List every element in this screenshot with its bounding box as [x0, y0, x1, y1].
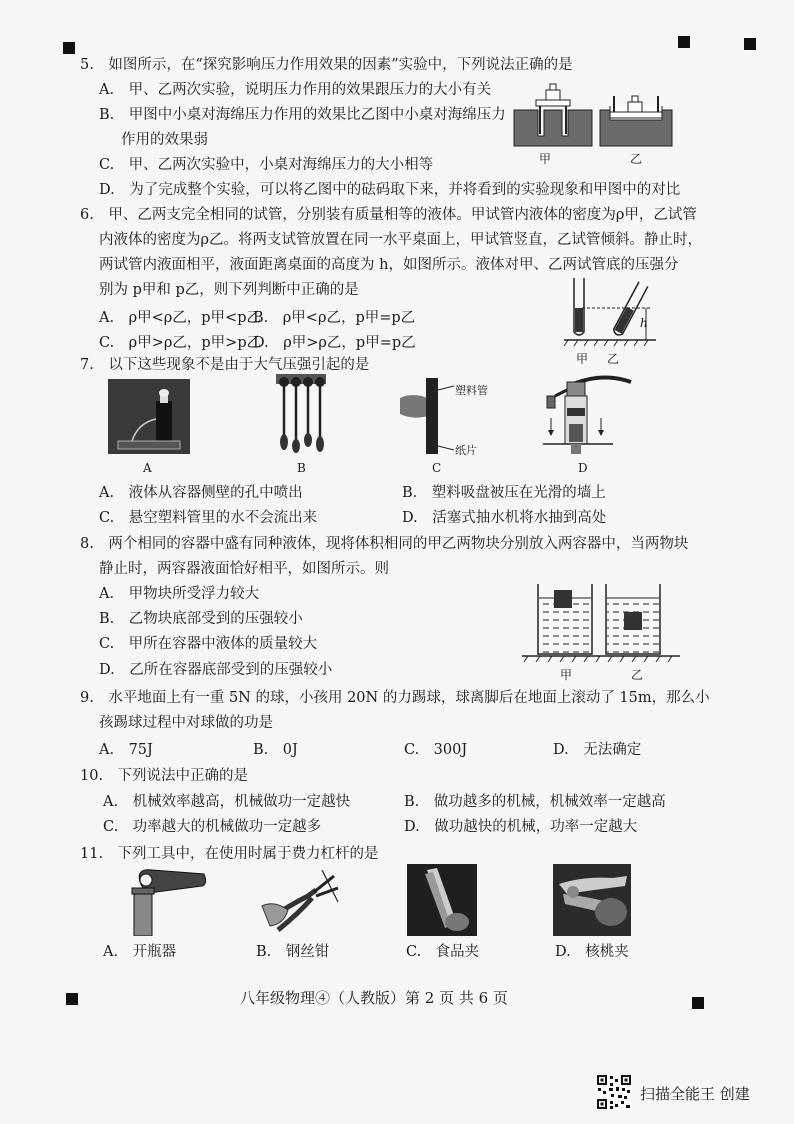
q11-option-c: C. 食品夹 [406, 944, 480, 960]
q6-figure-label-a: 甲 [576, 352, 589, 366]
q6-stem-line3: 两试管内液面相平，液面距离桌面的高度为 h，如图所示。液体对甲、乙两试管底的压强分 [99, 257, 679, 273]
q6-figure-label-h: h [640, 316, 648, 330]
q10-option-d: D. 做功越快的机械，功率一定越大 [404, 819, 638, 835]
q5-figure-label-b: 乙 [630, 152, 643, 166]
scanner-watermark-text: 扫描全能王 创建 [640, 1085, 750, 1103]
qr-code-icon [596, 1074, 632, 1110]
q8-option-c: C. 甲所在容器中液体的质量较大 [99, 636, 318, 652]
q7-option-c: C. 悬空塑料管里的水不会流出来 [99, 510, 318, 526]
q6-stem-line4: 别为 p甲和 p乙，则下列判断中正确的是 [99, 282, 359, 298]
q7-figure-label-a: A [143, 461, 152, 475]
q11-nutcracker-image [553, 864, 631, 936]
q5-option-c: C. 甲、乙两次实验中，小桌对海绵压力的大小相等 [99, 157, 434, 173]
q10-option-c: C. 功率越大的机械做功一定越多 [103, 819, 322, 835]
q10-option-b: B. 做功越多的机械，机械效率一定越高 [404, 794, 666, 810]
q5-figure-label-a: 甲 [539, 152, 552, 166]
q8-figure-label-b: 乙 [631, 668, 644, 682]
q8-option-d: D. 乙所在容器底部受到的压强较小 [99, 662, 333, 678]
q7-figure-label-d: D [578, 461, 588, 475]
q7-option-d: D. 活塞式抽水机将水抽到高处 [402, 510, 607, 526]
q9-option-d: D. 无法确定 [553, 742, 642, 758]
q6-stem-line2: 内液体的密度为ρ乙。将两支试管放置在同一水平桌面上，甲试管竖直，乙试管倾斜。静止时， [99, 232, 703, 248]
q7-option-a: A. 液体从容器侧壁的孔中喷出 [99, 485, 303, 501]
q6-stem-line1: 6. 甲、乙两支完全相同的试管，分别装有质量相等的液体。甲试管内液体的密度为ρ甲，乙试管 [80, 207, 697, 223]
q5-option-a: A. 甲、乙两次实验，说明压力作用的效果跟压力的大小有关 [99, 82, 492, 98]
page-footer: 八年级物理④（人教版）第 2 页 共 6 页 [240, 989, 508, 1007]
q8-stem-line1: 8. 两个相同的容器中盛有同种液体，现将体积相同的甲乙两物块分别放入两容器中，当两物块 [80, 536, 689, 552]
q6-option-d: D. ρ甲>ρ乙，p甲=p乙 [253, 335, 416, 351]
q7-figure-c-plastic-tube [398, 376, 458, 456]
q8-stem-line2: 静止时，两容器液面恰好相平，如图所示。则 [99, 561, 389, 577]
q11-option-d: D. 核桃夹 [555, 944, 629, 960]
q6-option-b: B. ρ甲<ρ乙，p甲=p乙 [253, 310, 416, 326]
registration-mark [63, 42, 75, 54]
q8-option-a: A. 甲物块所受浮力较大 [99, 586, 260, 602]
q6-option-a: A. ρ甲<ρ乙，p甲<p乙 [99, 310, 261, 326]
q7-paper-label: 纸片 [455, 444, 477, 457]
q7-figure-d-water-pump [543, 372, 633, 456]
q5-option-b: B. 甲图中小桌对海绵压力作用的效果比乙图中小桌对海绵压力 [99, 107, 506, 123]
q6-test-tube-figure [560, 276, 670, 352]
q11-option-a: A. 开瓶器 [103, 944, 177, 960]
q7-option-b: B. 塑料吸盘被压在光滑的墙上 [402, 485, 606, 501]
q7-figure-label-b: B [297, 461, 306, 475]
q5-option-d: D. 为了完成整个实验，可以将乙图中的砝码取下来，并将看到的实验现象和甲图中的对比 [99, 182, 681, 198]
q5-stem: 5. 如图所示，在“探究影响压力作用效果的因素”实验中，下列说法正确的是 [80, 57, 573, 73]
q10-option-a: A. 机械效率越高，机械做功一定越快 [103, 794, 351, 810]
q8-option-b: B. 乙物块底部受到的压强较小 [99, 611, 303, 627]
q10-stem: 10. 下列说法中正确的是 [80, 768, 249, 784]
q7-figure-label-c: C [432, 461, 442, 475]
registration-mark [678, 36, 690, 48]
q5-sponge-figure [512, 82, 680, 166]
q7-figure-a-container-photo [108, 379, 190, 454]
registration-mark [692, 997, 704, 1009]
q7-stem: 7. 以下这些现象不是由于大气压强引起的是 [80, 357, 370, 373]
q9-option-c: C. 300J [404, 742, 468, 758]
q11-stem: 11. 下列工具中，在使用时属于费力杠杆的是 [80, 846, 379, 862]
q8-figure-label-a: 甲 [560, 668, 573, 682]
q8-container-figure [522, 584, 682, 664]
q9-option-a: A. 75J [99, 742, 153, 758]
q9-stem-line2: 孩踢球过程中对球做的功是 [99, 715, 273, 731]
q11-wire-pliers-image [258, 870, 348, 936]
q11-bottle-opener-image [126, 864, 208, 936]
q6-option-c: C. ρ甲>ρ乙，p甲>p乙 [99, 335, 262, 351]
q9-stem-line1: 9. 水平地面上有一重 5N 的球，小孩用 20N 的力踢球，球离脚后在地面上滚动了 15m，那么小 [80, 690, 710, 706]
q9-option-b: B. 0J [253, 742, 298, 758]
q7-tube-label: 塑料管 [455, 384, 488, 397]
q11-food-tongs-image [407, 864, 477, 936]
registration-mark [66, 993, 78, 1005]
registration-mark [744, 38, 756, 50]
q7-figure-b-suction-hooks [276, 374, 326, 454]
q5-option-b-cont: 作用的效果弱 [121, 132, 208, 148]
q11-option-b: B. 钢丝钳 [256, 944, 330, 960]
q6-figure-label-b: 乙 [607, 352, 620, 366]
